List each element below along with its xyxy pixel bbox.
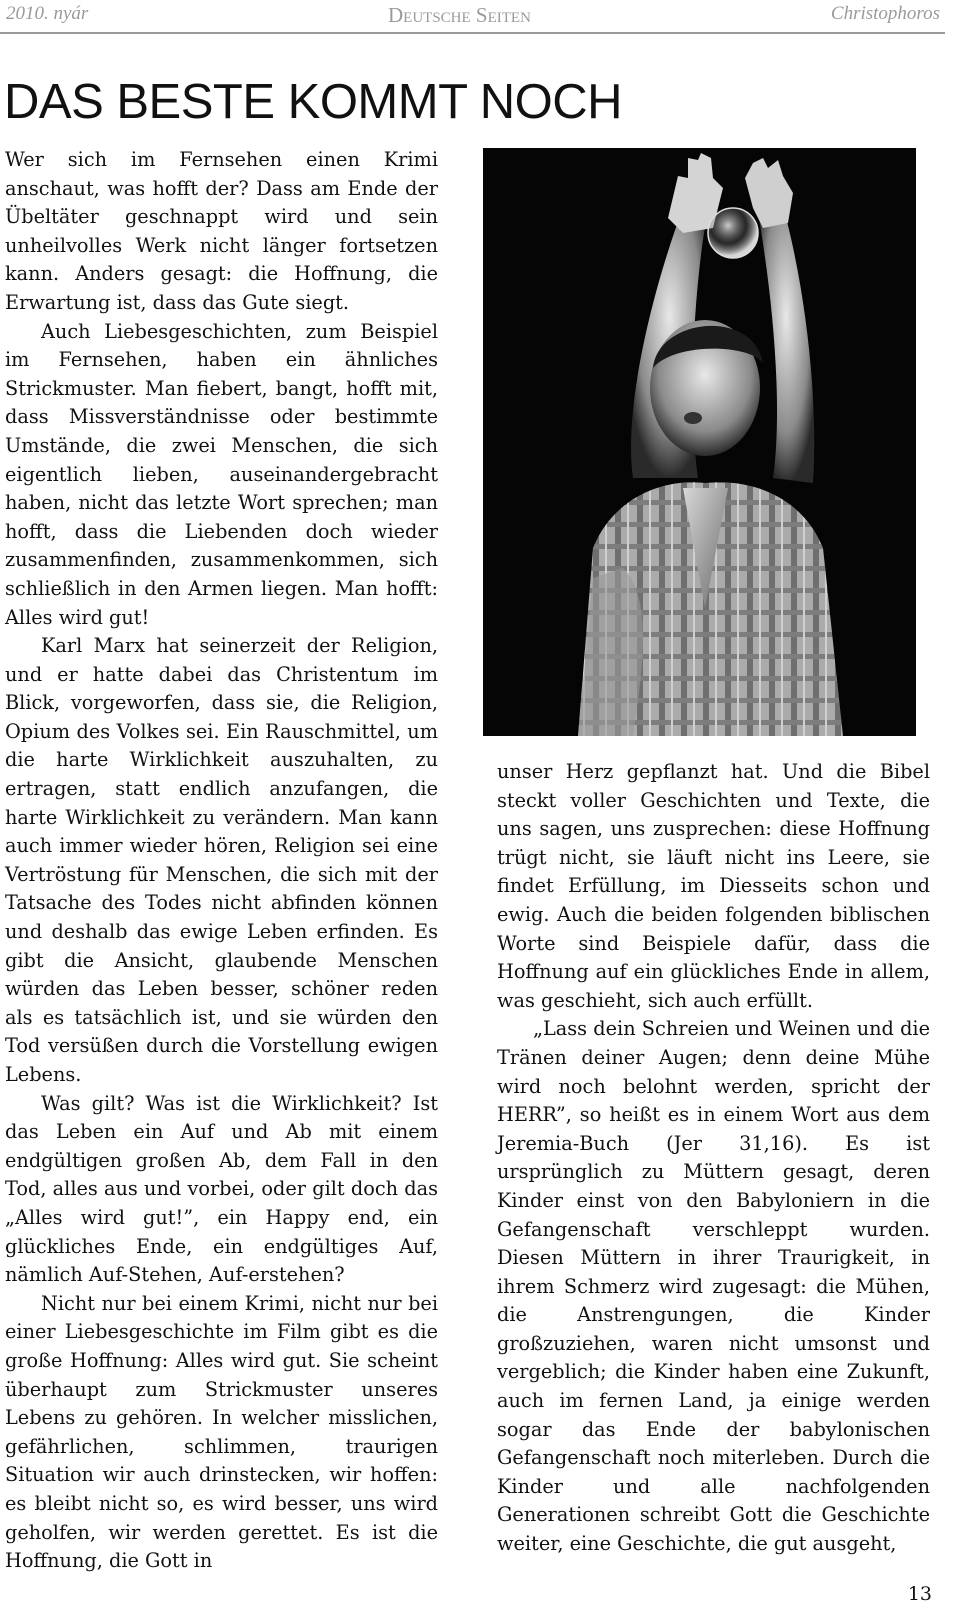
header-publication: Christophoros [830,3,940,24]
photo-illustration [483,148,916,736]
paragraph: Nicht nur bei einem Krimi, nicht nur bei einer Liebesgeschichte im Film gibt es die große Hoffnung: Alles wird gut. Sie scheint überhaupt zum Strickmuster unseres Lebens zu gehören. In welcher misslichen, gefährlichen, schlimmen, traurigen Situation wir auch drinstecken, wir hoffen: es bleibt nicht so, es wird besser, uns wird geholfen, wir werden gerettet. Es ist die Hoffnung, die Gott in [5,1291,438,1573]
paragraph: „Lass dein Schreien und Weinen und die Tränen deiner Augen; denn deine Mühe wird noch belohnt werden, spricht der HERR”, so heißt es in einem Wort aus dem Jeremia-Buch (Jer 31,16). Es ist ursprünglich zu Müttern gesagt, deren Kinder einst von den Babyloniern in die Gefangenschaft verschleppt wurden. Diesen Müttern in ihrer Traurigkeit, in ihrem Schmerz wird zugesagt: die Mühen, die Anstrengungen, die Kinder großzuziehen, waren nicht umsonst und vergeblich; die Kinder haben eine Zukunft, auch im fernen Land, ja einige werden sogar das Ende der babylonischen Gefangenschaft noch miterleben. Durch die Kinder und alle nachfolgenden Generationen schreibt Gott die Geschichte weiter, eine Geschichte, die gut ausgeht, [497,1017,930,1556]
header-section: Deutsche Seiten [388,3,531,27]
page-number: 13 [907,1583,932,1605]
paragraph: unser Herz gepflanzt hat. Und die Bibel steckt voller Geschichten und Texte, die uns sagen, uns zusprechen: diese Hoffnung trügt nicht, sie läuft nicht ins Leere, sie findet Erfüllung, im Diesseits schon und ewig. Auch die beiden folgenden biblischen Worte sind Beispiele dafür, dass die Hoffnung auf ein glückliches Ende in allem, was geschieht, sich auch erfüllt. [497,760,930,1012]
left-column [5,146,438,1576]
header-date: 2010. nyár [6,3,89,24]
paragraph: Was gilt? Was ist die Wirklichkeit? Ist das Leben ein Auf und Ab mit einem endgültigen großen Ab, dem Fall in den Tod, alles aus und vorbei, oder gilt doch das „Alles wird gut!”, ein Happy end, ein glückliches Ende, ein endgültiges Auf, nämlich Auf-Stehen, Auf-erstehen? [5,1091,438,1287]
article-title: DAS BESTE KOMMT NOCH [4,75,623,129]
paragraph: Auch Liebesgeschichten, zum Beispiel im Fernsehen, haben ein ähnliches Strickmuster. Man fiebert, bangt, hofft mit, dass Missverständnisse oder bestimmte Umstände, die zwei Menschen, die sich eigentlich lieben, auseinandergebracht haben, nicht das letzte Wort sprechen; man hofft, dass die Liebenden doch wieder zusammenfinden, zusammenkommen, sich schließlich in den Armen liegen. Man hofft: Alles wird gut! [5,319,438,629]
photo-child-with-bubble [483,148,916,736]
right-column [497,758,930,1559]
running-header [0,0,960,30]
paragraph: Wer sich im Fernsehen einen Krimi anschaut, was hofft der? Dass am Ende der Übeltäter geschnappt wird und sein unheilvolles Werk nicht länger fortsetzen kann. Anders gesagt: die Hoffnung, die Erwartung ist, dass das Gute siegt. [5,148,438,314]
header-rule [0,32,945,34]
paragraph: Karl Marx hat seinerzeit der Religion, und er hatte dabei das Christentum im Blick, vorgeworfen, dass sie, die Religion, Opium des Volkes sei. Ein Rauschmittel, um die harte Wirklichkeit auszuhalten, zu ertragen, statt endlich anzufangen, die harte Wirklichkeit zu verändern. Man kann auch immer wieder hören, Religion sei eine Vertröstung für Menschen, die sich mit der Tatsache des Todes nicht abfinden können und deshalb das ewige Leben erfinden. Es gibt die Ansicht, glaubende Menschen würden das Leben besser, schöner reden als es tatsächlich ist, und sie würden den Tod versüßen durch die Vorstellung ewigen Lebens. [5,634,438,1086]
